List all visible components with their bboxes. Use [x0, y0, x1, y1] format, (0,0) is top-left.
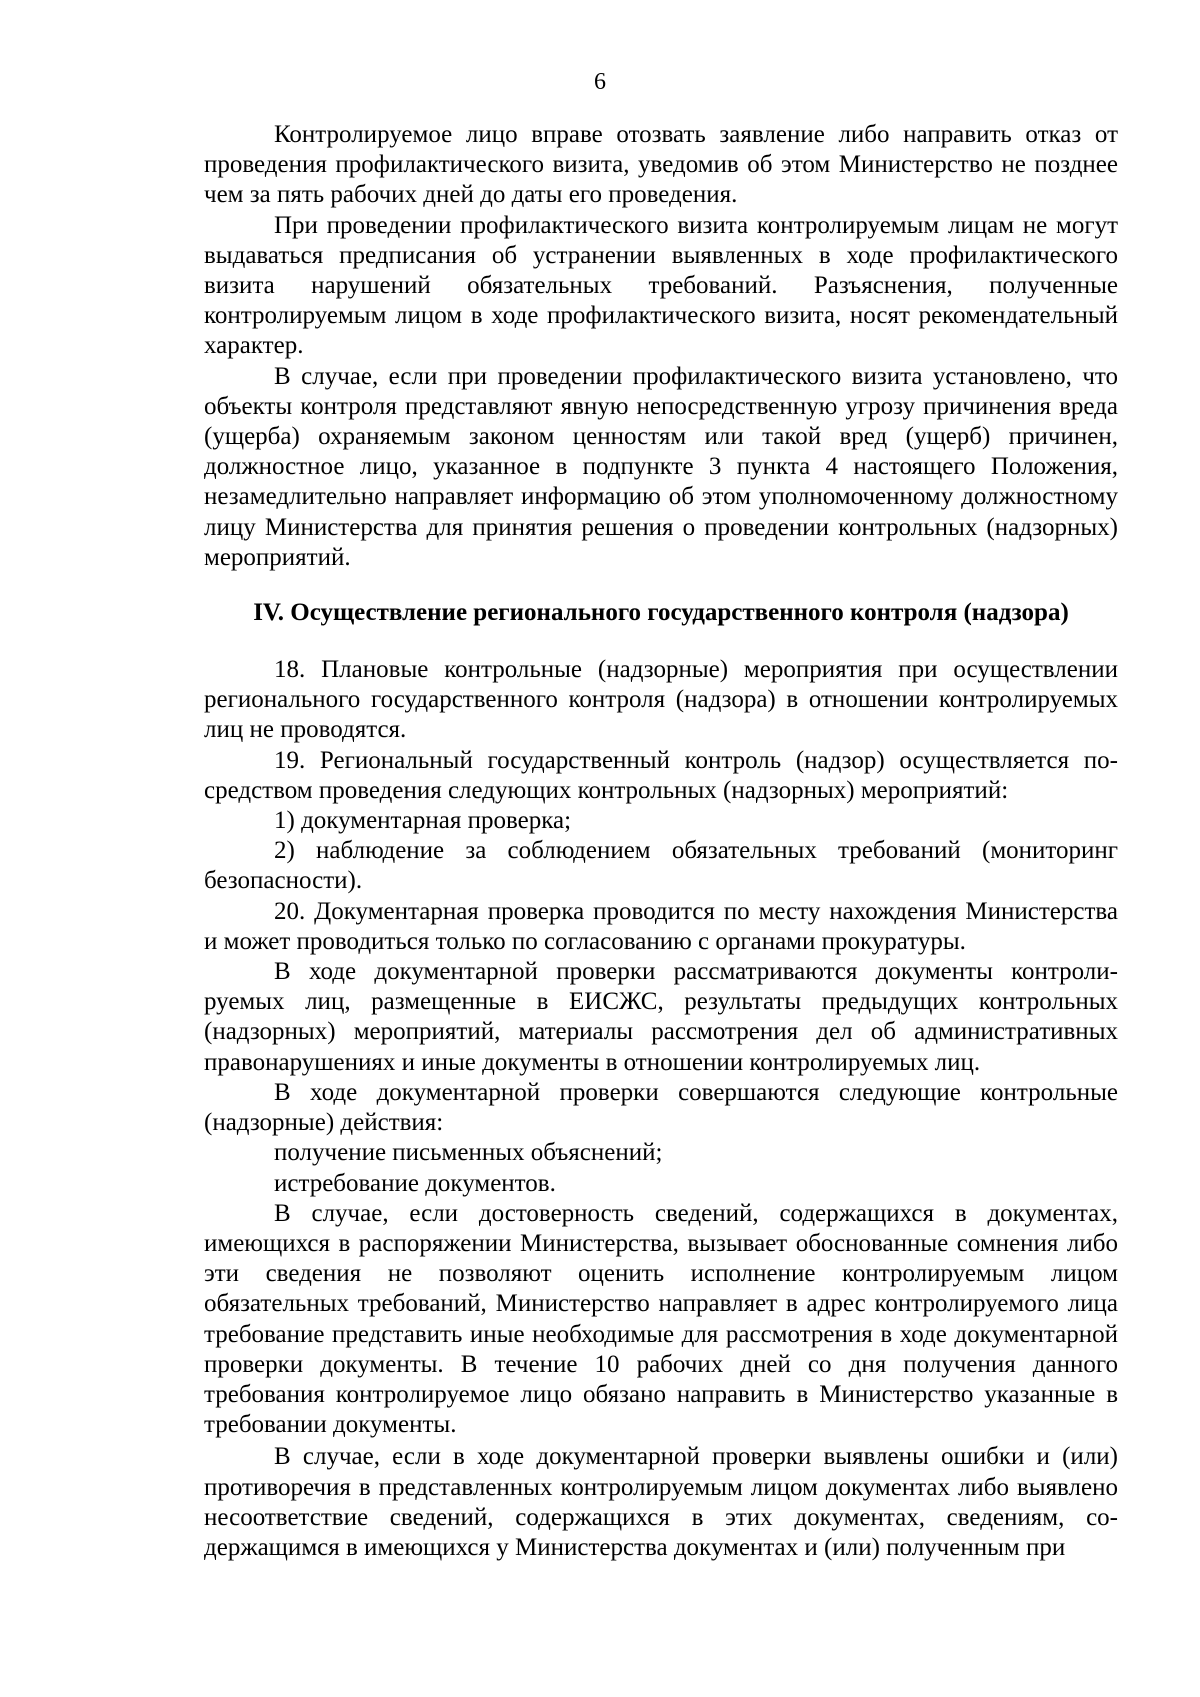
paragraph: В случае, если в ходе документарной проверки выявлены ошибки и (или) противоречия в представленных контролируемым лицом документах либо выявлено несоответствие сведений, содержащихся в этих документах, сведениям, содержащимся в имеющихся у Министерства документах и (или) полученным при — [204, 1443, 1118, 1561]
paragraph: 19. Региональный государственный контроль (надзор) осуществляется посредством проведения следующих контрольных (надзорных) мероприятий: — [204, 746, 1118, 804]
page-number: 6 — [594, 69, 606, 95]
list-item: получение письменных объяснений; — [274, 1139, 663, 1167]
paragraph: В случае, если достоверность сведений, содержащихся в документах, имеющихся в распоряжении Министерства, вызывает обоснованные сомнения либо эти сведения не позволяют оценить исполнение контролируемым лицом обязательных требований, Министерство направляет в адрес контролируемого лица требование представить иные необходимые для рассмотрения в ходе документарной проверки документы. В течение 10 рабочих дней со дня получения данного требования контролируемое лицо обязано направить в Министерство указанные в требовании документы. — [204, 1199, 1118, 1439]
paragraph: В ходе документарной проверки рассматриваются документы контролируемых лиц, размещенные в ЕИСЖС, результаты предыдущих контрольных (надзорных) мероприятий, материалы рассмотрения дел об административных правонарушениях и иные документы в отношении контролируемых лиц. — [204, 958, 1118, 1076]
paragraph: 18. Плановые контрольные (надзорные) мероприятия при осуществлении регионального государственного контроля (надзора) в отношении контролируемых лиц не проводятся. — [204, 656, 1118, 744]
section-heading: IV. Осуществление регионального государственного контроля (надзора) — [253, 599, 1069, 627]
paragraph: 20. Документарная проверка проводится по месту нахождения Министерства и может проводиться только по согласованию с органами прокуратуры. — [204, 897, 1118, 955]
list-item: 1) документарная проверка; — [274, 807, 572, 835]
paragraph: При проведении профилактического визита контролируемым лицам не могут выдаваться предписания об устранении выявленных в ходе профилактического визита нарушений обязательных требований. Разъяснения, полученные контролируемым лицом в ходе профилактического визита, носят рекомендательный характер. — [204, 211, 1118, 360]
document-body — [204, 120, 1118, 1563]
paragraph: В ходе документарной проверки совершаются следующие контрольные (надзорные) действия: — [204, 1078, 1118, 1137]
paragraph: В случае, если при проведении профилактического визита установлено, что объекты контроля представляют явную непосредственную угрозу причинения вреда (ущерба) охраняемым законом ценностям или такой вред (ущерб) причинен, должностное лицо, указанное в подпункте 3 пункта 4 настоящего Положения, незамедлительно направляет информацию об этом уполномоченному должностному лицу Министерства для принятия решения о проведении контрольных (надзорных) мероприятий. — [204, 362, 1118, 571]
paragraph: Контролируемое лицо вправе отозвать заявление либо направить отказ от проведения профилактического визита, уведомив об этом Министерство не позднее чем за пять рабочих дней до даты его проведения. — [204, 121, 1118, 209]
list-item: 2) наблюдение за соблюдением обязательных требований (мониторинг безопасности). — [204, 837, 1118, 895]
list-item: истребование документов. — [274, 1169, 556, 1197]
